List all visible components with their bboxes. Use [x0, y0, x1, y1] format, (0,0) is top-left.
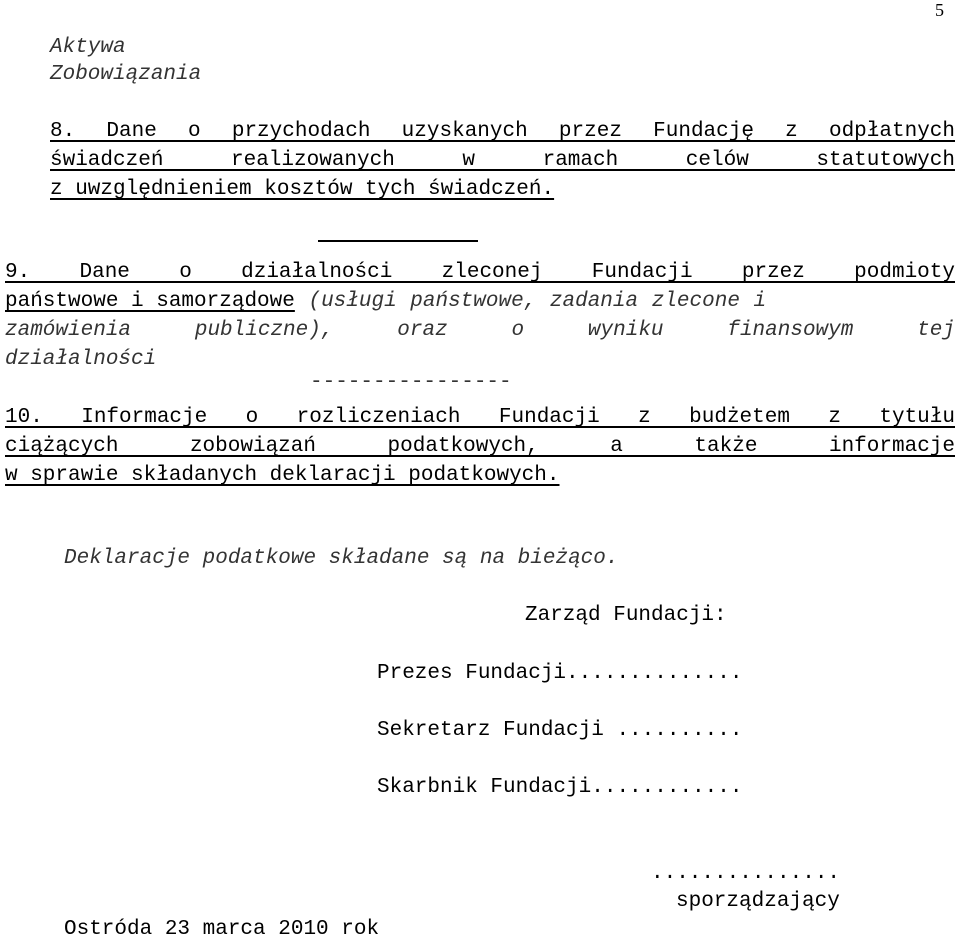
- preparer-signature-dots: ...............: [651, 862, 841, 885]
- section10-line2: ciążących zobowiązań podatkowych, a także informacje: [5, 435, 955, 458]
- header-assets: Aktywa: [50, 36, 126, 59]
- section10-line3: w sprawie składanych deklaracji podatkowych.: [5, 464, 560, 487]
- section9-bold-part: państwowe i samorządowe: [5, 290, 295, 313]
- section9-italic-part: (usługi państwowe, zadania zlecone i: [294, 290, 767, 313]
- page-number: 5: [935, 0, 944, 20]
- dashed-separator: ----------------: [310, 371, 512, 394]
- section8-line2: świadczeń realizowanych w ramach celów statutowych: [50, 149, 955, 172]
- president-signature-line: Prezes Fundacji..............: [377, 662, 743, 685]
- separator-rule: [318, 240, 478, 242]
- secretary-signature-line: Sekretarz Fundacji ..........: [377, 719, 743, 742]
- section10-line1: 10. Informacje o rozliczeniach Fundacji z budżetem z tytułu: [5, 406, 955, 429]
- preparer-label: sporządzający: [676, 890, 840, 913]
- section9-line2: [5, 287, 955, 316]
- header-liabilities: Zobowiązania: [50, 63, 202, 86]
- board-title: Zarząd Fundacji:: [525, 604, 727, 627]
- section8-line3: z uwzględnieniem kosztów tych świadczeń.: [50, 178, 555, 201]
- declarations-note: Deklaracje podatkowe składane są na bieżąco.: [64, 547, 619, 570]
- place-and-date: Ostróda 23 marca 2010 rok: [64, 918, 380, 941]
- treasurer-signature-line: Skarbnik Fundacji............: [377, 776, 743, 799]
- section9-line3: zamówienia publiczne), oraz o wyniku finansowym tej: [5, 319, 955, 342]
- section9-line4: działalności: [5, 348, 157, 371]
- section9-line1: 9. Dane o działalności zleconej Fundacji przez podmioty: [5, 261, 955, 284]
- section8-line1: 8. Dane o przychodach uzyskanych przez Fundację z odpłatnych: [50, 120, 955, 143]
